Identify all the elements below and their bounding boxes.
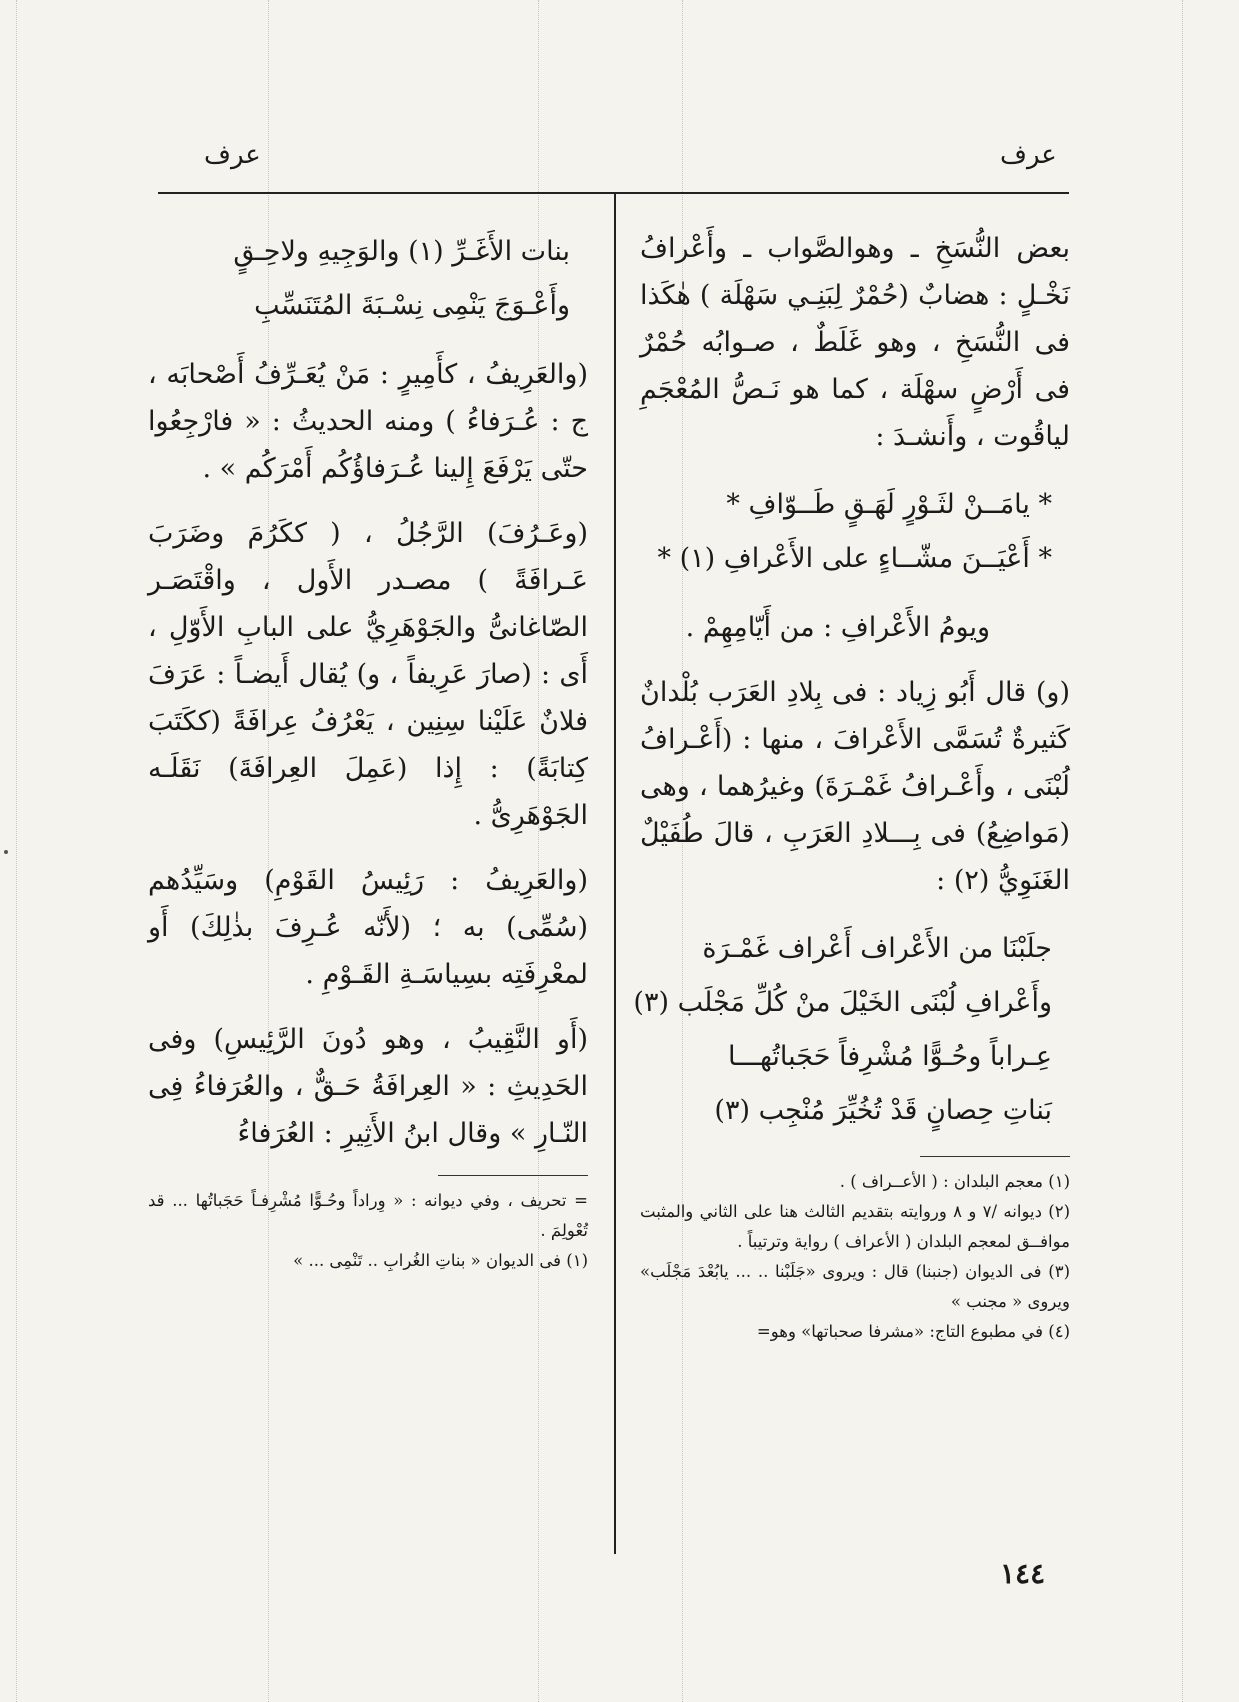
paragraph: (والعَرِيفُ : رَئِيسُ القَوْمِ) وسَيِّدُهم (سُمِّى) به ؛ (لأَنّه عُـرِفَ بذٰلِكَ) أَو لمعْرِفَتِه بسِياسَـةِ القَـوْمِ . xyxy=(148,865,588,990)
paragraph: (و) قال أَبُو زِياد : فى بِلادِ العَرَب بُلْدانٌ كَثيرةٌ تُسَمَّى الأَعْرافَ ، منها : (أَعْـرافُ لُبْنَى ، وأَعْـرافُ غَمْـرَةَ) وغيرُهما ، وهى (مَواضِعُ) فى بِـــلادِ العَرَبِ ، قالَ طُفَيْلٌ الغَنَوِيُّ (٢) : xyxy=(640,677,1070,896)
right-column xyxy=(633,225,1070,1347)
paragraph: (أَو النَّقِيبُ ، وهو دُونَ الرَّئِيسِ) وفى الحَدِيثِ : « العِرافَةُ حَـقٌّ ، والعُرَفاءُ فِى النّـارِ » وقال ابنُ الأَثِيرِ : العُرَفاءُ xyxy=(148,1024,588,1149)
footnote: (١) معجم البلدان : ( الأعــراف ) . xyxy=(839,1172,1070,1191)
paragraph: (والعَرِيفُ ، كأَمِيرٍ : مَنْ يُعَـرِّفُ أَصْحابَه ، ج : عُـرَفاءُ ) ومنه الحديثُ : « فارْجِعُوا حتّى يَرْفَعَ إِلينا عُـرَفاؤُكُم أَمْرَكُم » . xyxy=(148,359,588,484)
verse-block xyxy=(640,478,1070,586)
paragraph: بعض النُّسَخِ ـ وهوالصَّواب ـ وأَعْرافُ نَخْـلٍ : هضابٌ (حُمْرٌ لِبَنِـي سَهْلَة ) هٰكَذا فى النُّسَخِ ، وهو غَلَطٌ ، صـوابُه حُمْرٌ فى أَرْضٍ سهْلَة ، كما هو نَـصُّ المُعْجَمِ لياقُوت ، وأَنشـدَ : xyxy=(640,233,1070,452)
verse-line: * أَعْيَــنَ مشّــاءٍ على الأَعْرافِ (١) * xyxy=(657,543,1052,574)
verse-line: وأَعْـوَجَ يَنْمِى نِسْـبَةَ المُتَنَسِّبِ xyxy=(254,290,570,321)
verse-line: وأَعْرافِ لُبْنَى الخَيْلَ منْ كُلِّ مَجْلَب (٣) xyxy=(633,987,1052,1018)
footnote: (٣) فى الديوان (جنبنا) قال : ويروى «جَلَبْنا .. ... يابُعْدَ مَجْلَب» ويروى « مجنب » xyxy=(640,1262,1070,1311)
left-column xyxy=(148,225,588,1276)
column-divider xyxy=(614,194,616,1554)
scan-dotted-line xyxy=(1182,0,1183,1702)
verse-line: جلَبْنَا من الأَعْراف أَعْراف غَمْـرَة xyxy=(702,933,1052,964)
footnote: (٢) ديوانه /٧ و ٨ وروايته بتقديم الثالث هنا على الثاني والمثبت موافــق لمعجم البلدان ( الأعراف ) رواية وترتيباً . xyxy=(640,1202,1070,1251)
paragraph: ويومُ الأَعْرافِ : من أَيّامِهِمْ . xyxy=(685,612,990,643)
verse-block xyxy=(148,225,588,333)
footnote: (٤) في مطبوع التاج: «مشرفا صحباتها» وهو= xyxy=(756,1322,1070,1341)
verse-line: عِـراباً وحُـوًّا مُشْرِفاً حَجَباتُهـــا xyxy=(728,1041,1052,1072)
footnote: (١) فى الديوان « بناتِ الغُرابِ .. تَنْمِى ... » xyxy=(293,1251,588,1270)
verse-line: بنات الأَغَـرِّ (١) والوَجِيهِ ولاحِـقٍ xyxy=(233,236,570,267)
verse-line: * يامَــنْ لثَـوْرٍ لَهَـقٍ طَــوّافِ * xyxy=(726,489,1052,520)
edge-mark xyxy=(4,850,8,854)
page-number: ١٤٤ xyxy=(1000,1557,1046,1590)
paragraph: (وعَـرُفَ) الرَّجُلُ ، ( ككَرُمَ وضَرَبَ عَـرافَةً ) مصـدر الأَول ، واقْتَصَـر الصّاغانىُّ والجَوْهَرِيُّ على البابِ الأَوّلِ ، أَى : (صارَ عَرِيفاً ، و) يُقال أَيضـاً : عَرَفَ فلانٌ عَلَيْنا سِنِين ، يَعْرُفُ عِرافَةً (ككَتَبَ كِتابَةً) : إِذا (عَمِلَ العِرافَةَ) نَقَلَـه الجَوْهَرِىُّ . xyxy=(148,518,588,831)
footnote: = تحريف ، وفي ديوانه : « وِراداً وحُـوًّا مُشْرِفـاً حَجَباتُها ... قد تُعْولِمَ . xyxy=(148,1191,588,1240)
verse-line: بَناتِ حِصانٍ قَدْ تُخُيِّرَ مُنْجِب (٣) xyxy=(714,1095,1052,1126)
verse-block xyxy=(633,922,1070,1138)
running-header-left: عرف xyxy=(204,140,261,170)
scan-dotted-line xyxy=(16,0,17,1702)
running-header-right: عرف xyxy=(1000,140,1057,170)
footnote-rule xyxy=(438,1175,588,1176)
footnote-rule xyxy=(920,1156,1070,1157)
